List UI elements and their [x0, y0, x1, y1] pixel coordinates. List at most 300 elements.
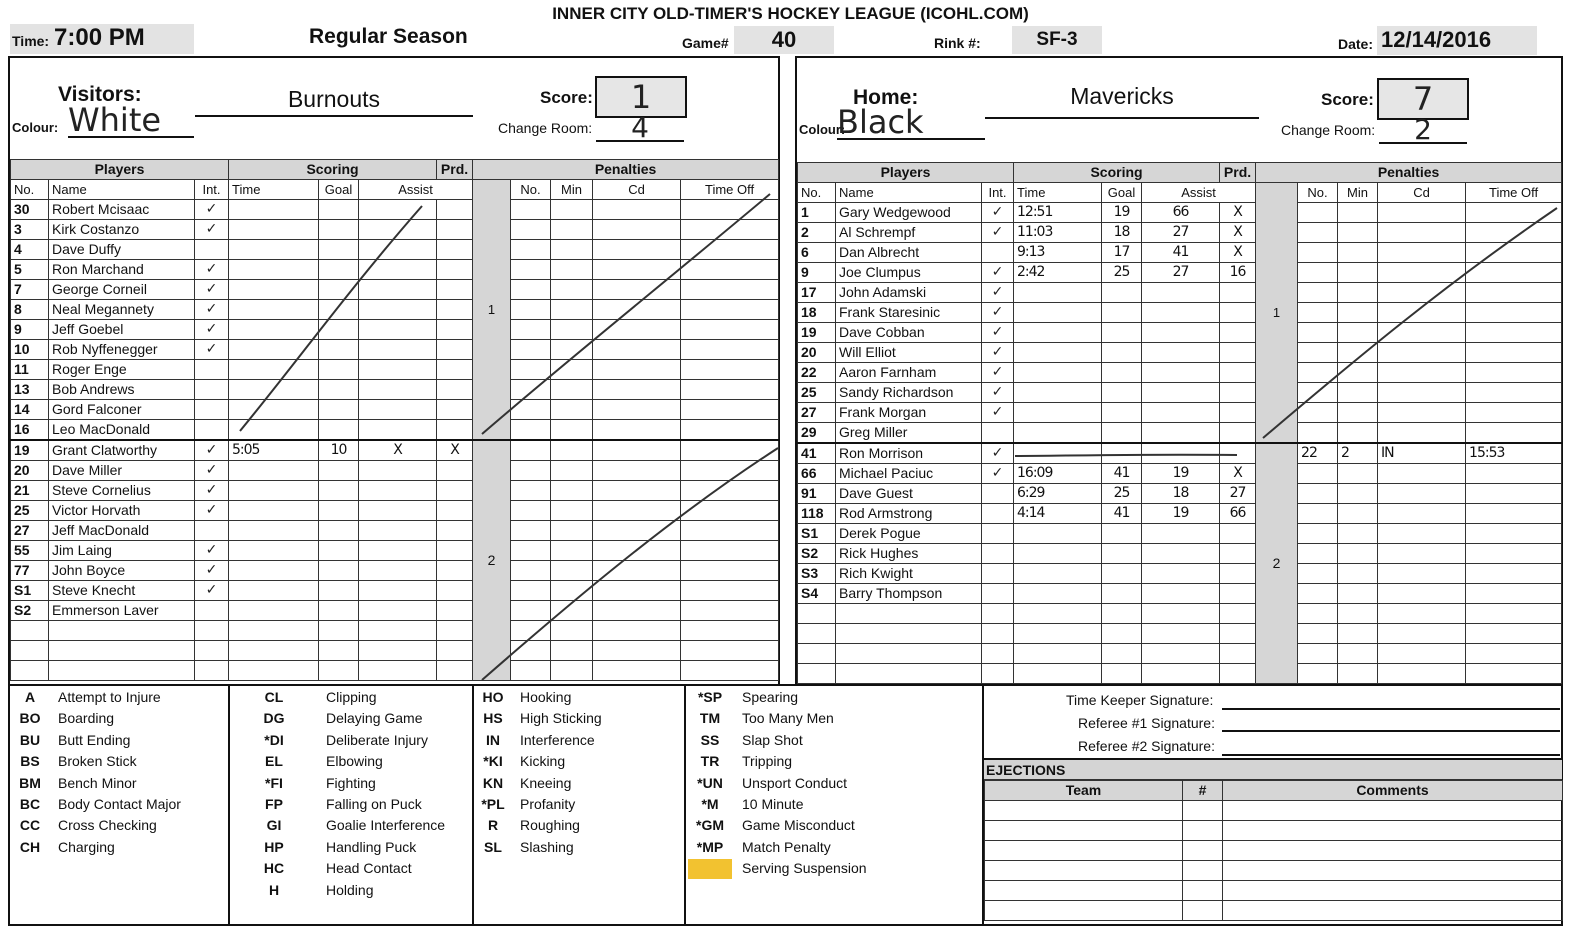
player-name: Barry Thompson	[836, 584, 982, 604]
referee1-signature-line[interactable]	[1222, 730, 1560, 732]
player-number: S2	[11, 601, 49, 621]
penalty-code: *M	[701, 796, 719, 812]
home-col-pen_no: No.	[1298, 183, 1338, 203]
player-int-check[interactable]: ✓	[195, 260, 229, 280]
home-p1-penalty-strike	[1263, 208, 1557, 438]
visitors-panel	[8, 56, 780, 686]
legend-item	[230, 796, 472, 817]
penalty-code: GI	[266, 817, 282, 834]
player-int-check[interactable]: ✓	[195, 541, 229, 561]
player-name: Ron Marchand	[49, 260, 195, 280]
visitors-col-time: Time	[229, 180, 319, 200]
penalty-code: HO	[482, 689, 504, 705]
penalty-name: Falling on Puck	[326, 796, 422, 812]
home-col-min: Min	[1338, 183, 1378, 203]
player-name: Dave Guest	[836, 484, 982, 504]
scoring-goal-cell[interactable]: 19	[1102, 203, 1142, 223]
ejection-cell[interactable]	[1223, 881, 1563, 901]
legend-column-3	[474, 686, 686, 924]
legend-item	[686, 839, 982, 860]
scoring-time-cell[interactable]: 11:03	[1014, 223, 1102, 243]
home-col-goal: Goal	[1102, 183, 1142, 203]
home-strike-lines	[797, 58, 1561, 684]
penalty-name: Butt Ending	[58, 731, 131, 748]
player-int-check[interactable]: ✓	[982, 343, 1014, 363]
penalty-code: HP	[264, 838, 284, 855]
penalty-name: High Sticking	[520, 710, 602, 727]
home-change-room-label: Change Room:	[1281, 122, 1376, 138]
scoring-assist-cell[interactable]: 16	[1220, 263, 1256, 283]
game-number-field	[734, 26, 834, 54]
legend-item	[10, 775, 228, 796]
player-int-check[interactable]: ✓	[982, 303, 1014, 323]
visitors-period-1: 1	[473, 180, 511, 441]
scoring-assist-cell[interactable]: 66	[1220, 504, 1256, 524]
visitors-players-header: Players	[11, 160, 229, 180]
player-int-check[interactable]: ✓	[195, 280, 229, 300]
home-period-1: 1	[1256, 183, 1298, 444]
player-name: Steve Cornelius	[49, 481, 195, 501]
player-int-check[interactable]: ✓	[982, 363, 1014, 383]
penalty-no-cell[interactable]: 22	[1298, 443, 1338, 464]
player-name: George Corneil	[49, 280, 195, 300]
ejection-cell[interactable]	[1183, 841, 1223, 861]
player-number: 25	[11, 501, 49, 521]
legend-item	[230, 882, 472, 903]
penalty-code: KN	[482, 774, 504, 791]
scoring-goal-cell[interactable]: 17	[1102, 243, 1142, 263]
ejection-cell[interactable]	[1183, 901, 1223, 921]
home-panel	[795, 56, 1563, 686]
player-number: 1	[798, 203, 836, 223]
penalty-name: Spearing	[742, 689, 799, 705]
player-int-check[interactable]: ✓	[195, 200, 229, 220]
scoring-assist-cell[interactable]: 19	[1142, 464, 1220, 484]
player-number: S1	[11, 581, 49, 601]
ejections-team-header: Team	[985, 781, 1183, 801]
player-number: 20	[11, 461, 49, 481]
time-label: Time:	[12, 33, 50, 49]
penalty-name: Slap Shot	[742, 731, 803, 748]
scoring-goal-cell[interactable]: 25	[1102, 484, 1142, 504]
ejection-cell[interactable]	[985, 881, 1183, 901]
player-name: Dave Miller	[49, 461, 195, 481]
player-int-check[interactable]: ✓	[195, 300, 229, 320]
penalty-name: Delaying Game	[326, 710, 423, 727]
penalty-code: BS	[20, 753, 40, 770]
player-int-check[interactable]: ✓	[982, 443, 1014, 464]
penalty-code: EL	[265, 753, 283, 770]
legend-item	[10, 689, 228, 710]
player-number: 20	[798, 343, 836, 363]
legend-item	[10, 753, 228, 774]
ejections-number-header: #	[1183, 781, 1223, 801]
home-col-no: No.	[798, 183, 836, 203]
legend-item	[10, 817, 228, 838]
penalty-code: HS	[483, 710, 503, 727]
season-type: Regular Season	[309, 25, 468, 48]
player-int-check[interactable]: ✓	[982, 464, 1014, 484]
player-number: 4	[11, 240, 49, 260]
scoring-goal-cell[interactable]: 41	[1102, 504, 1142, 524]
player-number: 9	[798, 263, 836, 283]
legend-item	[474, 689, 684, 710]
player-number: 8	[11, 300, 49, 320]
ejection-cell[interactable]	[1183, 801, 1223, 821]
legend-item	[686, 689, 982, 710]
player-name: Frank Morgan	[836, 403, 982, 423]
penalty-code: *GM	[696, 817, 724, 834]
visitors-p1-penalty-strike	[482, 194, 770, 434]
ejection-cell[interactable]	[985, 821, 1183, 841]
player-number: 6	[798, 243, 836, 263]
legend-item	[230, 839, 472, 860]
visitors-score: 1	[630, 78, 652, 116]
league-title: INNER CITY OLD-TIMER'S HOCKEY LEAGUE (ICOHL.COM)	[552, 4, 1029, 23]
legend-item	[10, 710, 228, 731]
player-number: 77	[11, 561, 49, 581]
penalty-name: Hooking	[520, 689, 572, 705]
legend-item	[230, 710, 472, 731]
player-name: Robert Mcisaac	[49, 200, 195, 220]
penalty-name: Attempt to Injure	[58, 689, 161, 705]
player-number: 2	[798, 223, 836, 243]
penalty-name: Handling Puck	[326, 838, 417, 855]
player-int-check[interactable]: ✓	[982, 223, 1014, 243]
penalty-code: *PL	[481, 796, 505, 812]
visitors-colour: White	[68, 102, 194, 138]
player-int-check[interactable]: ✓	[195, 481, 229, 501]
legend-item	[10, 732, 228, 753]
timekeeper-signature-line[interactable]	[1222, 708, 1560, 710]
player-name: Michael Paciuc	[836, 464, 982, 484]
legend-item	[10, 796, 228, 817]
player-name: Emmerson Laver	[49, 601, 195, 621]
penalty-cd-cell[interactable]: IN	[1378, 443, 1466, 464]
legend-item	[230, 689, 472, 710]
player-number: 13	[11, 380, 49, 400]
player-number: 25	[798, 383, 836, 403]
player-int-check[interactable]: ✓	[195, 320, 229, 340]
penalty-code: IN	[486, 731, 500, 748]
scoring-time-cell[interactable]: 9:13	[1014, 243, 1102, 263]
scoring-time-cell[interactable]: 2:42	[1014, 263, 1102, 283]
player-number: 18	[798, 303, 836, 323]
home-score: 7	[1412, 80, 1434, 118]
scoring-time-cell[interactable]: 4:14	[1014, 504, 1102, 524]
visitors-score-label: Score:	[540, 88, 593, 107]
scoring-assist-cell[interactable]: 27	[1142, 223, 1220, 243]
penalty-name: Boarding	[58, 710, 115, 727]
legend-item	[474, 732, 684, 753]
penalty-code: *MP	[696, 838, 724, 855]
date-label: Date:	[1338, 36, 1374, 52]
scoring-time-cell[interactable]: 12:51	[1014, 203, 1102, 223]
penalty-code: BC	[19, 796, 41, 812]
player-name: Derek Pogue	[836, 524, 982, 544]
penalty-name: 10 Minute	[742, 796, 804, 812]
ejection-cell[interactable]	[1183, 861, 1223, 881]
player-int-check[interactable]: ✓	[982, 283, 1014, 303]
referee1-signature-label: Referee #1 Signature:	[1078, 715, 1215, 731]
scoring-assist-cell[interactable]: X	[437, 440, 473, 461]
legend-column-2	[230, 686, 474, 924]
player-number: S2	[798, 544, 836, 564]
ejections-comments-header: Comments	[1223, 781, 1563, 801]
player-int-check[interactable]: ✓	[195, 440, 229, 461]
player-name: Frank Staresinic	[836, 303, 982, 323]
player-int-check[interactable]: ✓	[982, 403, 1014, 423]
player-name: Neal Megannety	[49, 300, 195, 320]
player-int-check[interactable]: ✓	[982, 263, 1014, 283]
player-number: 55	[11, 541, 49, 561]
home-team-name: Mavericks	[985, 83, 1259, 119]
player-int-check[interactable]: ✓	[195, 561, 229, 581]
home-col-assist: Assist	[1142, 183, 1256, 203]
legend-item	[474, 817, 684, 838]
home-label: Home:	[853, 86, 919, 109]
penalty-code: H	[268, 881, 280, 898]
player-name: Jeff MacDonald	[49, 521, 195, 541]
scoring-assist-cell[interactable]: 41	[1142, 243, 1220, 263]
legend-item	[230, 753, 472, 774]
scoring-assist-cell[interactable]: 27	[1142, 263, 1220, 283]
legend-item	[686, 817, 982, 838]
scoring-assist-cell[interactable]: X	[359, 440, 437, 461]
timekeeper-signature-label: Time Keeper Signature:	[1066, 692, 1214, 708]
penalty-name: Tripping	[742, 753, 793, 770]
player-name: Rich Kwight	[836, 564, 982, 584]
penalty-name: Unsport Conduct	[742, 774, 848, 791]
penalty-code: CH	[19, 838, 41, 855]
legend-item	[474, 796, 684, 817]
player-name: Aaron Farnham	[836, 363, 982, 383]
player-name: Victor Horvath	[49, 501, 195, 521]
player-name: John Boyce	[49, 561, 195, 581]
penalty-name: Kneeing	[520, 774, 572, 791]
legend-item	[474, 753, 684, 774]
player-number: 66	[798, 464, 836, 484]
player-number: 3	[11, 220, 49, 240]
date-field	[1377, 26, 1537, 55]
player-number: 27	[11, 521, 49, 541]
scoring-time-cell[interactable]: 6:29	[1014, 484, 1102, 504]
legend-item	[686, 732, 982, 753]
player-name: Kirk Costanzo	[49, 220, 195, 240]
visitors-scoring-header: Scoring	[229, 160, 437, 180]
penalty-name: Elbowing	[326, 753, 383, 770]
scoring-assist-cell[interactable]: 27	[1220, 484, 1256, 504]
penalty-code: FP	[265, 796, 283, 812]
player-number: 19	[11, 440, 49, 461]
visitors-col-assist: Assist	[359, 180, 473, 200]
home-score-label: Score:	[1321, 90, 1374, 109]
scoring-assist-cell[interactable]: X	[1220, 223, 1256, 243]
player-int-check[interactable]: ✓	[982, 323, 1014, 343]
player-name: Jim Laing	[49, 541, 195, 561]
visitors-label: Visitors:	[58, 83, 142, 106]
visitors-col-pen_no: No.	[511, 180, 551, 200]
player-name: Roger Enge	[49, 360, 195, 380]
scoring-assist-cell[interactable]: X	[1220, 203, 1256, 223]
legend-item	[686, 860, 982, 881]
player-name: Jeff Goebel	[49, 320, 195, 340]
home-colour-label: Colour:	[799, 122, 846, 137]
player-int-check[interactable]: ✓	[195, 220, 229, 240]
penalty-code: *KI	[483, 753, 503, 770]
home-col-time: Time	[1014, 183, 1102, 203]
player-int-check[interactable]: ✓	[195, 461, 229, 481]
home-prd-header: Prd.	[1220, 163, 1256, 183]
player-number: 14	[11, 400, 49, 420]
penalty-code: *UN	[697, 774, 723, 791]
player-int-check[interactable]: ✓	[195, 501, 229, 521]
player-name: Ron Morrison	[836, 443, 982, 464]
ejection-cell[interactable]	[1183, 821, 1223, 841]
penalty-min-cell[interactable]: 2	[1338, 443, 1378, 464]
visitors-period-2: 2	[473, 440, 511, 681]
penalty-code: BM	[19, 774, 41, 791]
ejection-cell[interactable]	[1223, 861, 1563, 881]
player-number: 30	[11, 200, 49, 220]
visitors-penalties-header: Penalties	[473, 160, 779, 180]
penalty-code: TR	[700, 753, 720, 770]
ejections-table	[984, 780, 1563, 921]
scoring-goal-cell[interactable]: 10	[319, 440, 359, 461]
player-number: 22	[798, 363, 836, 383]
game-date: 12/14/2016	[1381, 27, 1492, 52]
visitors-col-cd: Cd	[593, 180, 681, 200]
scoring-assist-cell[interactable]: 66	[1142, 203, 1220, 223]
legend-item	[230, 775, 472, 796]
legend-item	[230, 860, 472, 881]
visitors-change-room-label: Change Room:	[498, 120, 593, 136]
penalty-name: Game Misconduct	[742, 817, 855, 834]
game-label: Game#	[682, 35, 729, 51]
player-number: 9	[11, 320, 49, 340]
legend-item	[686, 710, 982, 731]
visitors-colour-label: Colour:	[12, 120, 59, 135]
home-col-name: Name	[836, 183, 982, 203]
ejection-cell[interactable]	[985, 801, 1183, 821]
player-name: Al Schrempf	[836, 223, 982, 243]
player-name: Joe Clumpus	[836, 263, 982, 283]
visitors-change-room: 4	[596, 114, 684, 142]
player-int-check[interactable]: ✓	[195, 340, 229, 360]
home-col-time_off: Time Off	[1466, 183, 1562, 203]
scoring-time-cell[interactable]: 5:05	[229, 440, 319, 461]
penalty-name: Serving Suspension	[742, 860, 867, 877]
player-int-check[interactable]: ✓	[982, 203, 1014, 223]
scoring-assist-cell[interactable]: 19	[1142, 504, 1220, 524]
legend-item	[686, 796, 982, 817]
legend-item	[230, 817, 472, 838]
scoring-goal-cell[interactable]: 41	[1102, 464, 1142, 484]
scoring-time-cell[interactable]: 16:09	[1014, 464, 1102, 484]
penalty-code: TM	[699, 710, 721, 727]
home-change-room: 2	[1379, 116, 1467, 144]
visitors-strike-lines	[10, 58, 778, 684]
penalty-name: Match Penalty	[742, 838, 831, 855]
penalty-code: BO	[19, 710, 41, 727]
player-int-check[interactable]: ✓	[982, 383, 1014, 403]
ejection-cell[interactable]	[985, 841, 1183, 861]
player-name: Dave Duffy	[49, 240, 195, 260]
penalty-name: Deliberate Injury	[326, 731, 428, 748]
serving-suspension-swatch	[688, 859, 732, 879]
player-name: Rick Hughes	[836, 544, 982, 564]
home-penalties-header: Penalties	[1256, 163, 1562, 183]
player-name: Greg Miller	[836, 423, 982, 444]
player-number: 118	[798, 504, 836, 524]
penalty-name: Kicking	[520, 753, 566, 770]
penalty-name: Bench Minor	[58, 774, 137, 791]
player-name: Grant Clatworthy	[49, 440, 195, 461]
visitors-p1-scoring-strike	[240, 206, 422, 431]
penalty-name: Fighting	[326, 774, 376, 791]
player-name: Rob Nyffenegger	[49, 340, 195, 360]
home-colour: Black	[837, 104, 985, 140]
ejection-cell[interactable]	[1223, 901, 1563, 921]
rink-label: Rink #:	[934, 35, 981, 51]
penalty-name: Head Contact	[326, 860, 412, 877]
penalty-code: A	[24, 689, 36, 705]
player-number: 17	[798, 283, 836, 303]
penalty-code: DG	[263, 710, 285, 727]
scoring-goal-cell[interactable]: 18	[1102, 223, 1142, 243]
penalty-code: CC	[19, 817, 41, 834]
referee2-signature-line[interactable]	[1222, 754, 1560, 756]
penalty-code: R	[487, 817, 499, 834]
penalty-name: Goalie Interference	[326, 817, 446, 834]
legend-item	[474, 839, 684, 860]
visitors-p2-penalty-strike	[482, 448, 778, 680]
player-name: Gary Wedgewood	[836, 203, 982, 223]
scoring-assist-cell[interactable]: 18	[1142, 484, 1220, 504]
home-scoring-header: Scoring	[1014, 163, 1220, 183]
ejection-cell[interactable]	[1223, 801, 1563, 821]
player-int-check[interactable]: ✓	[195, 581, 229, 601]
legend-item	[686, 775, 982, 796]
scoring-goal-cell[interactable]: 25	[1102, 263, 1142, 283]
visitors-col-goal: Goal	[319, 180, 359, 200]
legend-item	[474, 775, 684, 796]
player-number: 5	[11, 260, 49, 280]
home-voided-goal-strike	[1015, 455, 1237, 456]
penalty-name: Profanity	[520, 796, 576, 812]
ejection-cell[interactable]	[1223, 841, 1563, 861]
visitors-col-min: Min	[551, 180, 593, 200]
ejection-cell[interactable]	[985, 901, 1183, 921]
penalty-time-off-cell[interactable]: 15:53	[1466, 443, 1562, 464]
scoring-assist-cell[interactable]: X	[1220, 243, 1256, 263]
player-number: 19	[798, 323, 836, 343]
player-name: Steve Knecht	[49, 581, 195, 601]
ejection-cell[interactable]	[1183, 881, 1223, 901]
player-number: 21	[11, 481, 49, 501]
penalty-name: Charging	[58, 838, 115, 855]
penalty-name: Roughing	[520, 817, 580, 834]
ejection-cell[interactable]	[985, 861, 1183, 881]
penalty-name: Cross Checking	[58, 817, 157, 834]
scoring-assist-cell[interactable]: X	[1220, 464, 1256, 484]
player-number: S3	[798, 564, 836, 584]
ejection-cell[interactable]	[1223, 821, 1563, 841]
home-col-cd: Cd	[1378, 183, 1466, 203]
legend-item	[230, 732, 472, 753]
penalty-name: Body Contact Major	[58, 796, 181, 812]
player-number: S4	[798, 584, 836, 604]
